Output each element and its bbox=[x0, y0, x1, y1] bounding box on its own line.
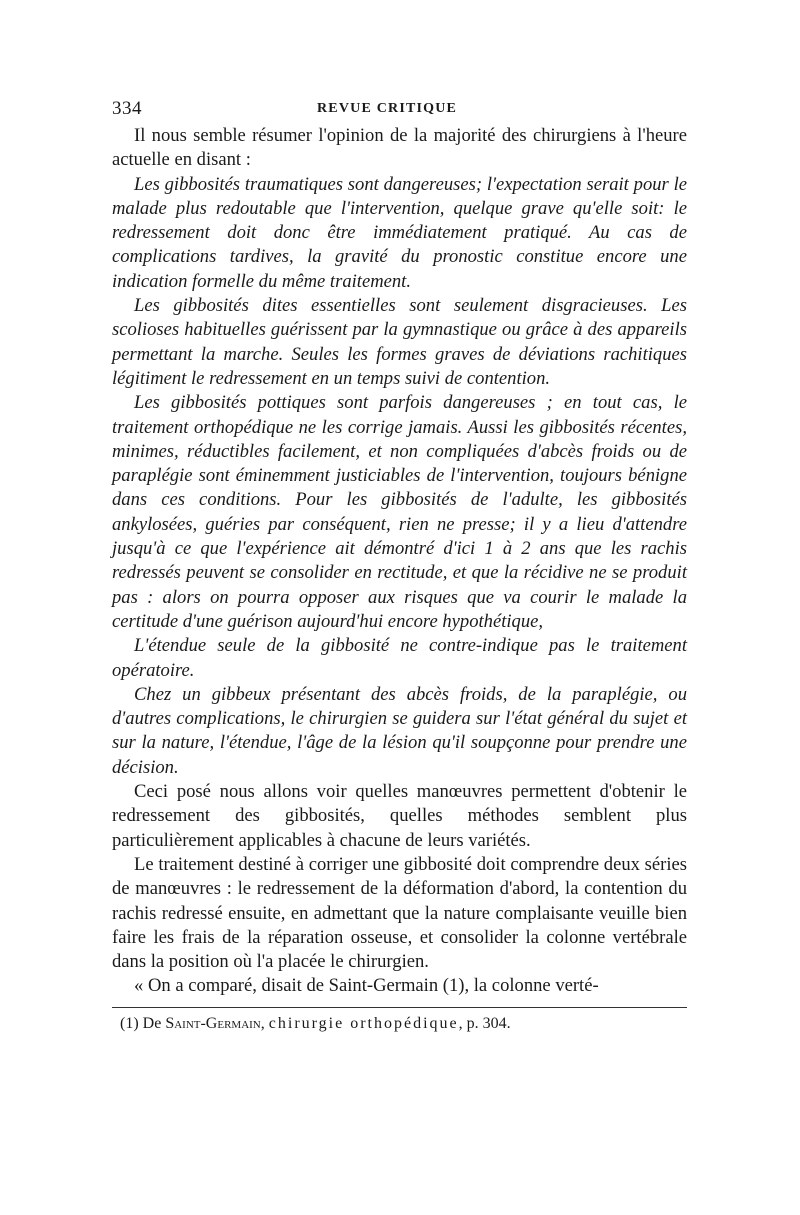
book-page bbox=[112, 96, 687, 1034]
running-head: REVUE CRITIQUE bbox=[317, 101, 458, 116]
footnote-author: Saint-Germain bbox=[165, 1014, 261, 1032]
paragraph-traumatic: Les gibbosités traumatiques sont dangereuses; l'expectation serait pour le malade plus redoutable que l'intervention, quelque grave qu'elle soit: le redressement doit donc être immédiatement pratiqué. Au cas de complications tardives, la gravité du pronostic constitue encore une indication formelle du même traitement. bbox=[112, 173, 687, 292]
paragraph-essential: Les gibbosités dites essentielles sont seulement disgracieuses. Les scolioses habituelles guérissent par la gymnastique ou grâce à des appareils permettant la marche. Seules les formes graves de déviations rachitiques légitiment le redressement en un temps suivi de contention. bbox=[112, 295, 687, 389]
paragraph-extent: L'étendue seule de la gibbosité ne contre-indique pas le traitement opératoire. bbox=[112, 635, 687, 681]
paragraph-comparison: « On a comparé, disait de Saint-Germain (1), la colonne verté- bbox=[134, 975, 599, 997]
footnote-marker: (1) De bbox=[120, 1014, 162, 1032]
footnote-title: chirurgie orthopédique bbox=[268, 1014, 459, 1032]
footnote-divider bbox=[112, 1007, 687, 1008]
paragraph-maneuvers: Ceci posé nous allons voir quelles manœuvres permettent d'obtenir le redressement des gibbosités, quelles méthodes semblent plus particulièrement applicables à chacune de leurs variétés. bbox=[112, 781, 687, 851]
paragraph-treatment: Le traitement destiné à corriger une gibbosité doit comprendre deux séries de manœuvres : le redressement de la déformation d'abord, la contention du rachis redressé ensuite, en admettant que la nature complaisante veuille bien faire les frais de la réparation osseuse, et consolider la colonne vertébrale dans la position où l'a placée le chirurgien. bbox=[112, 853, 687, 973]
paragraph-complications: Chez un gibbeux présentant des abcès froids, de la paraplégie, ou d'autres complications, le chirurgien se guidera sur l'état général du sujet et sur la nature, l'étendue, l'âge de la lésion qu'il soupçonne pour prendre une décision. bbox=[112, 683, 687, 778]
body-text bbox=[112, 124, 687, 999]
footnote-page-ref: , p. 304. bbox=[458, 1014, 511, 1032]
paragraph-pottic: Les gibbosités pottiques sont parfois dangereuses ; en tout cas, le traitement orthopédique ne les corrige jamais. Aussi les gibbosités récentes, minimes, réductibles facilement, et non compliquées d'abcès froids ou de paraplégie sont éminemment justiciables de l'intervention, toujours bénigne dans ces conditions. Pour les gibbosités de l'adulte, les gibbosités ankylosées, guéries par conséquent, rien ne presse; il y a lieu d'attendre jusqu'à ce que l'expérience ait démontré d'ici 1 à 2 ans que les rachis redressés peuvent se consolider en rectitude, et que la récidive ne se produit pas : alors on pourra opposer aux risques que va courir le malade la certitude d'une guérison aujourd'hui encore hypothétique, bbox=[112, 392, 687, 632]
paragraph-intro: Il nous semble résumer l'opinion de la majorité des chirurgiens à l'heure actuelle en disant : bbox=[112, 125, 687, 171]
page-header bbox=[112, 96, 687, 122]
page-number: 334 bbox=[112, 98, 142, 119]
footnote: (1) De Saint-Germain, chirurgie orthopédique, p. 304. bbox=[120, 1014, 511, 1032]
